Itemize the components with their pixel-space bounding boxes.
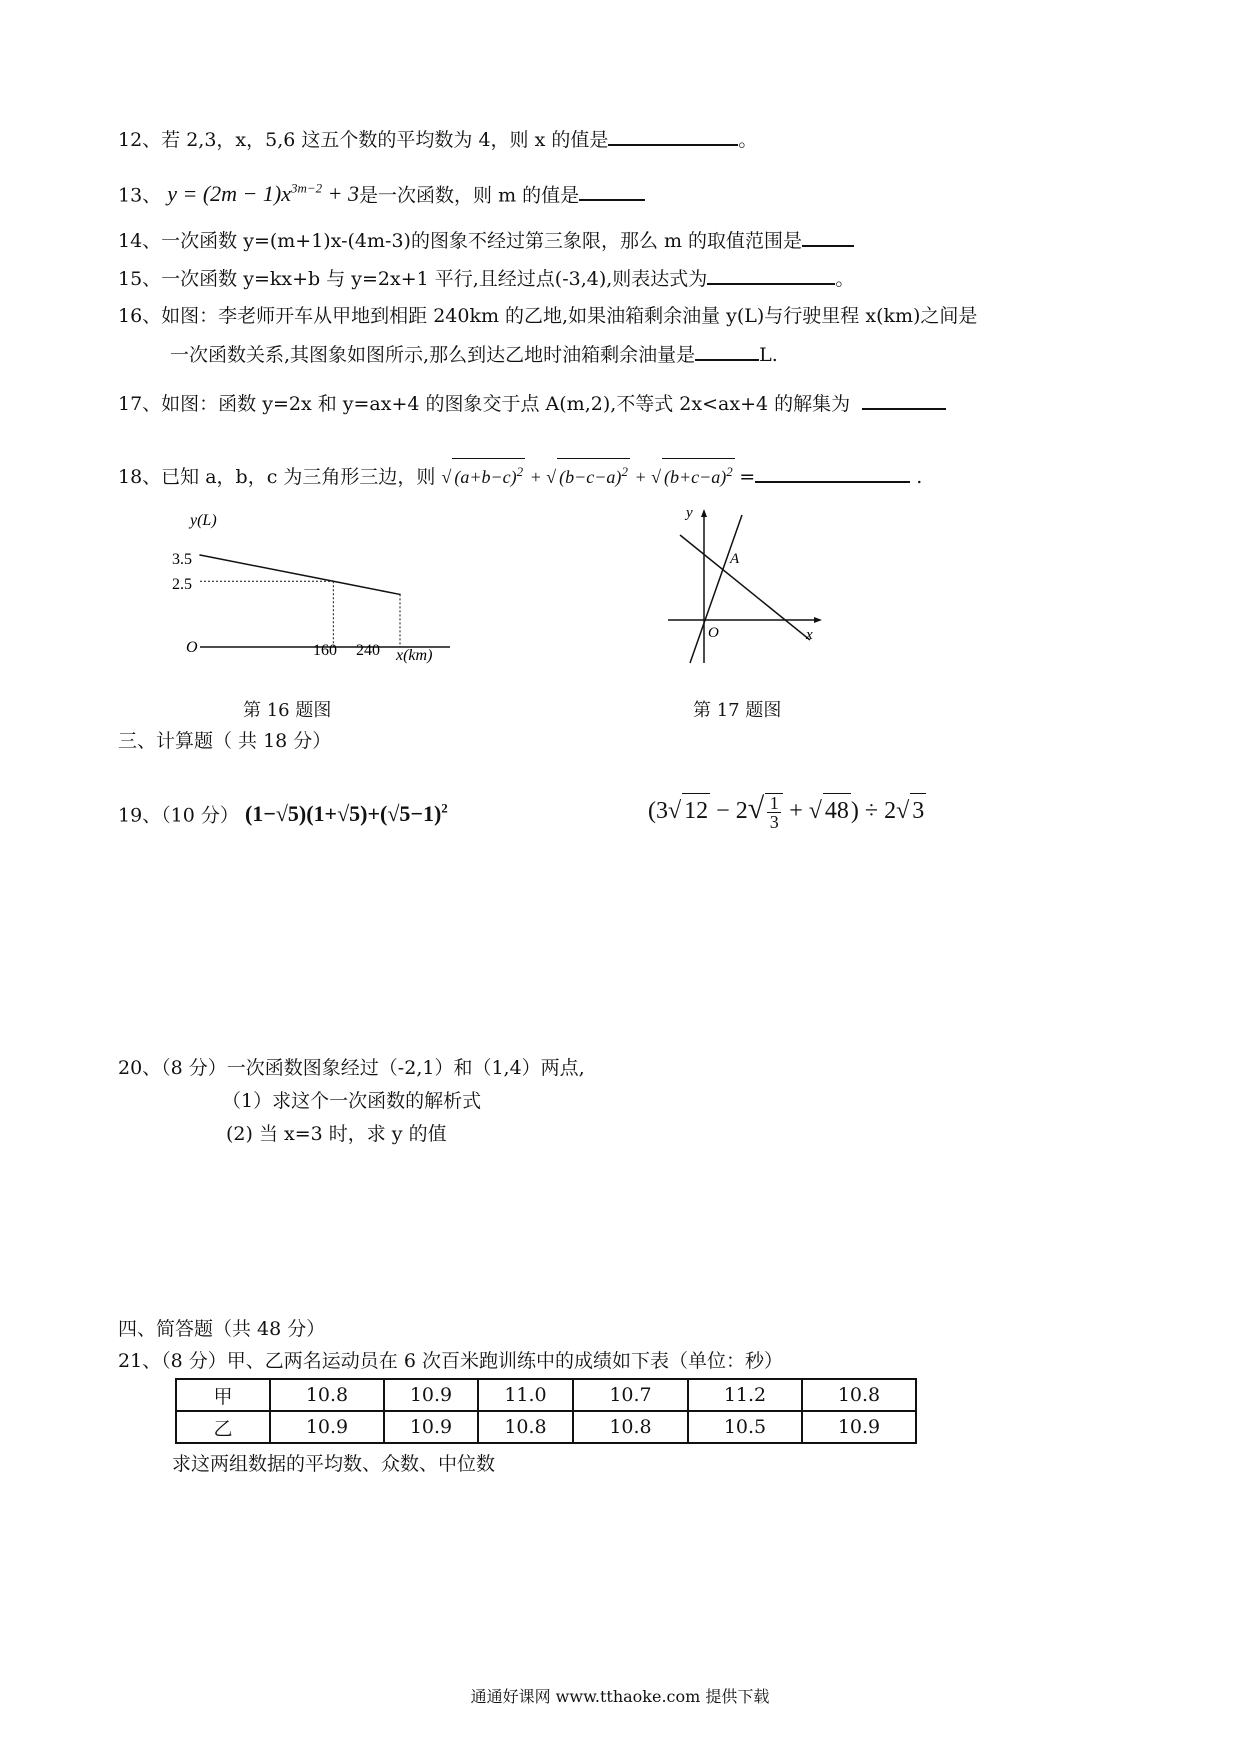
question-21-text: 21、（8 分）甲、乙两名运动员在 6 次百米跑训练中的成绩如下表（单位：秒） bbox=[118, 1350, 783, 1372]
question-18-text: 18、已知 a，b，c 为三角形三边，则 bbox=[118, 466, 436, 488]
square-2: 2 bbox=[621, 464, 628, 479]
question-20-part2: (2) 当 x=3 时，求 y 的值 bbox=[226, 1123, 447, 1145]
question-14-text: 14、一次函数 y=(m+1)x-(4m-3)的图象不经过第三象限，那么 m 的取值范围是 bbox=[118, 230, 803, 252]
question-17-text: 17、如图：函数 y=2x 和 y=ax+4 的图象交于点 A(m,2),不等式 2x<ax+4 的解集为 bbox=[118, 393, 851, 415]
y-axis-label: y(L) bbox=[190, 512, 217, 529]
question-12-text: 12、若 2,3，x，5,6 这五个数的平均数为 4，则 x 的值是 bbox=[118, 129, 609, 151]
square-1: 2 bbox=[516, 464, 524, 479]
x-axis-arrow bbox=[814, 617, 822, 623]
table-cell: 10.8 bbox=[478, 1411, 573, 1443]
question-16-line2 bbox=[170, 341, 778, 368]
answer-blank bbox=[802, 227, 854, 247]
table-cell: 10.9 bbox=[270, 1411, 384, 1443]
fuel-line bbox=[200, 555, 400, 594]
formula-main: y = (2m − 1)x bbox=[167, 181, 291, 207]
section-4-heading: 四、简答题（共 48 分） bbox=[118, 1318, 326, 1340]
row-header: 乙 bbox=[176, 1411, 270, 1443]
table-row bbox=[176, 1379, 916, 1411]
expr-part: − 2 bbox=[710, 798, 748, 824]
figure-16-chart bbox=[160, 505, 460, 670]
scores-table bbox=[175, 1378, 917, 1444]
radicand-3: (b+c−a) bbox=[663, 467, 727, 487]
table-cell: 11.0 bbox=[478, 1379, 573, 1411]
table-cell: 10.9 bbox=[384, 1379, 478, 1411]
question-17 bbox=[118, 390, 946, 417]
table-cell: 10.8 bbox=[270, 1379, 384, 1411]
question-13 bbox=[118, 176, 645, 208]
intersection-label: A bbox=[730, 551, 740, 567]
y-tick-label: 3.5 bbox=[172, 551, 192, 568]
figure-17-graph bbox=[660, 505, 830, 670]
equals-sign: = bbox=[739, 466, 756, 488]
question-18-formula: √ $(a+b-c)^2$ + √ $(b-c-a)^2$ + √ $(b+c-a)^2$ bbox=[441, 467, 739, 487]
plus-1: + bbox=[529, 467, 542, 487]
question-14 bbox=[118, 227, 854, 254]
question-12 bbox=[118, 126, 757, 153]
table-cell: 10.9 bbox=[802, 1411, 916, 1443]
y-axis-arrow bbox=[701, 509, 707, 517]
answer-blank bbox=[695, 341, 759, 361]
question-21-ask: 求这两组数据的平均数、众数、中位数 bbox=[172, 1453, 496, 1475]
question-13-formula bbox=[167, 181, 359, 206]
question-20-part1: （1）求这个一次函数的解析式 bbox=[222, 1090, 482, 1112]
radicand: 12 bbox=[682, 793, 710, 828]
table-cell: 10.8 bbox=[573, 1411, 688, 1443]
fraction-numerator: 1 bbox=[769, 793, 779, 814]
plus-2: + bbox=[634, 467, 647, 487]
chart-marks bbox=[199, 554, 401, 647]
question-18 bbox=[118, 458, 922, 490]
question-16-line1: 16、如图：李老师开车从甲地到相距 240km 的乙地,如果油箱剩余油量 y(L)与行驶里程 x(km)之间是 bbox=[118, 305, 978, 327]
question-12-suffix: 。 bbox=[738, 129, 758, 151]
origin-label: O bbox=[186, 639, 198, 656]
origin-label: O bbox=[708, 625, 719, 641]
formula-tail: + 3 bbox=[322, 181, 360, 207]
radicand-2: (b−c−a) bbox=[559, 467, 622, 487]
data-point bbox=[199, 554, 201, 556]
table-cell: 11.2 bbox=[688, 1379, 802, 1411]
row-header: 甲 bbox=[176, 1379, 270, 1411]
square-3: 2 bbox=[726, 464, 733, 479]
table-row bbox=[176, 1411, 916, 1443]
question-18-suffix: . bbox=[916, 466, 923, 488]
table-cell: 10.5 bbox=[688, 1411, 802, 1443]
question-15-text: 15、一次函数 y=kx+b 与 y=2x+1 平行,且经过点(-3,4),则表达式为 bbox=[118, 268, 708, 290]
x-axis-label: x bbox=[806, 627, 813, 643]
question-16-suffix: L. bbox=[759, 344, 778, 366]
line-y-ax-plus-4 bbox=[680, 535, 810, 640]
radicand: 48 bbox=[823, 793, 851, 828]
section-3-heading: 三、计算题（ 共 18 分） bbox=[118, 730, 332, 752]
answer-blank bbox=[579, 181, 645, 201]
question-19-label: 19、（10 分） bbox=[118, 804, 239, 827]
answer-blank bbox=[755, 463, 910, 483]
expr-part: (3 bbox=[648, 798, 668, 824]
question-15-suffix: 。 bbox=[835, 268, 855, 290]
data-point bbox=[333, 580, 335, 582]
expression-1-body: (1−√5)(1+√5)+(√5−1) bbox=[244, 801, 442, 827]
table-cell: 10.8 bbox=[802, 1379, 916, 1411]
radicand: 3 bbox=[910, 793, 926, 828]
expr-part: ) ÷ 2 bbox=[850, 798, 897, 824]
x-tick-label: 160 bbox=[313, 642, 337, 659]
expression-1-exponent: 2 bbox=[441, 801, 448, 816]
x-axis-label: x(km) bbox=[396, 647, 433, 664]
data-point bbox=[399, 594, 401, 596]
question-15 bbox=[118, 265, 854, 292]
y-tick-label: 2.5 bbox=[172, 576, 192, 593]
formula-exponent: 3m−2 bbox=[291, 181, 323, 196]
answer-blank bbox=[608, 126, 738, 146]
question-19 bbox=[118, 796, 448, 828]
figure-17-caption: 第 17 题图 bbox=[693, 700, 782, 721]
question-19-expression-2: (3√ 12 − 2√ $\frac{1}{3}$ + √ 48) ÷ 2√ 3 bbox=[648, 792, 925, 833]
fraction-denominator: 3 bbox=[769, 812, 779, 833]
y-axis-label: y bbox=[686, 505, 693, 521]
question-16-text: 一次函数关系,其图象如图所示,那么到达乙地时油箱剩余油量是 bbox=[170, 344, 696, 366]
question-20-line1: 20、（8 分）一次函数图象经过（-2,1）和（1,4）两点, bbox=[118, 1057, 585, 1079]
question-19-expression-1 bbox=[245, 801, 448, 826]
answer-blank bbox=[862, 390, 946, 410]
expr-part: + bbox=[783, 798, 809, 824]
radicand-1: (a+b−c) bbox=[454, 467, 517, 487]
question-13-number: 13、 bbox=[118, 184, 162, 207]
x-tick-label: 240 bbox=[356, 642, 380, 659]
table-cell: 10.9 bbox=[384, 1411, 478, 1443]
figure-16-caption: 第 16 题图 bbox=[243, 700, 332, 721]
question-13-text: 是一次函数，则 m 的值是 bbox=[359, 184, 580, 207]
footer-credit: 通通好课网 www.tthaoke.com 提供下载 bbox=[470, 1687, 770, 1706]
table-cell: 10.7 bbox=[573, 1379, 688, 1411]
answer-blank bbox=[707, 265, 835, 285]
